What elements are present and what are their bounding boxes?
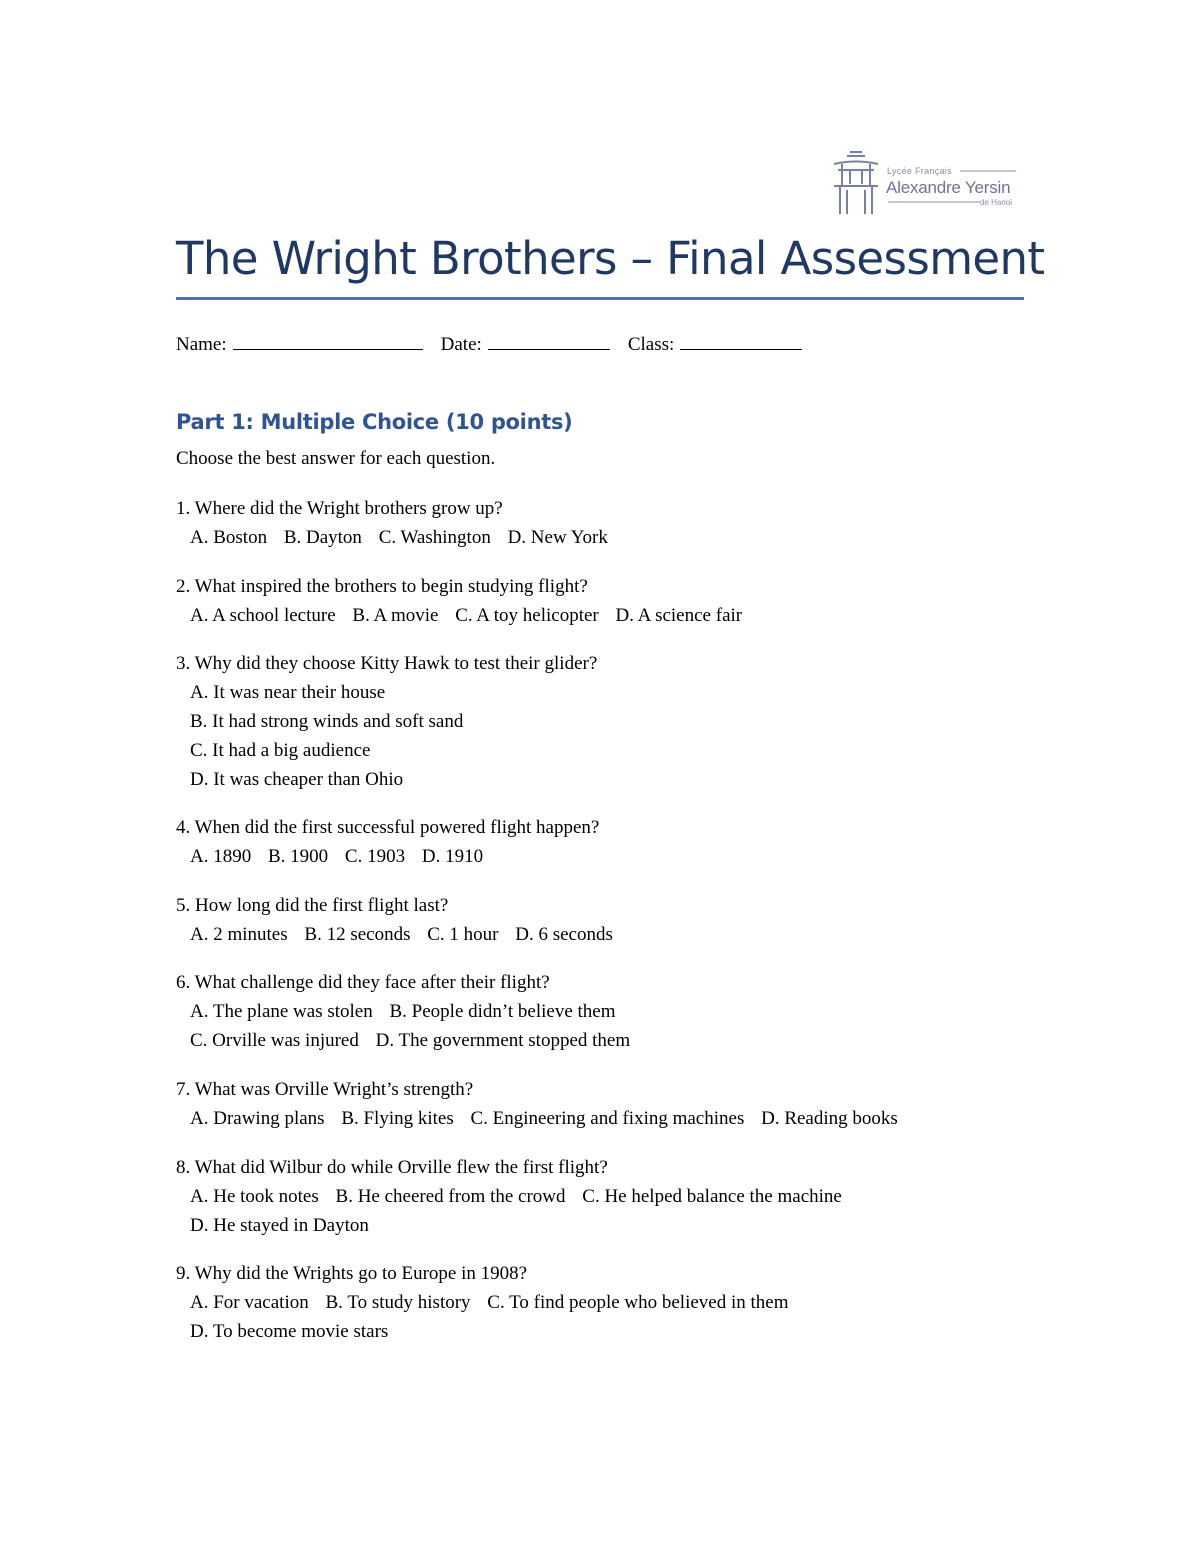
options — [176, 1104, 1026, 1133]
name-field — [176, 333, 423, 357]
question-text: 9. Why did the Wrights go to Europe in 1908? — [176, 1263, 528, 1284]
options — [176, 842, 1026, 871]
option-d: D. 6 seconds — [515, 924, 613, 945]
question-3 — [176, 649, 1026, 794]
class-field — [628, 333, 802, 357]
option-b: B. 12 seconds — [304, 924, 411, 945]
option-b: B. It had strong winds and soft sand — [190, 711, 464, 732]
option-a: A. Boston — [190, 527, 268, 548]
title-underline — [176, 297, 1024, 300]
option-c: C. To find people who believed in them — [487, 1292, 789, 1313]
option-d: D. It was cheaper than Ohio — [190, 769, 404, 790]
question-text: 6. What challenge did they face after their flight? — [176, 972, 550, 993]
date-blank[interactable] — [488, 335, 610, 350]
option-c: C. Washington — [378, 527, 491, 548]
option-a: A. The plane was stolen — [190, 1001, 373, 1022]
option-c: C. He helped balance the machine — [582, 1186, 842, 1207]
option-a: A. 1890 — [190, 846, 252, 867]
section-heading: Part 1: Multiple Choice (10 points) — [176, 410, 573, 434]
name-label: Name: — [176, 334, 227, 355]
name-blank[interactable] — [233, 335, 423, 350]
date-label: Date: — [440, 334, 482, 355]
pagoda-gate-icon — [828, 150, 884, 218]
options-row-2 — [176, 1211, 1026, 1240]
option-a: A. It was near their house — [190, 682, 386, 703]
question-text: 8. What did Wilbur do while Orville flew the first flight? — [176, 1157, 608, 1178]
option-c: C. 1903 — [344, 846, 406, 867]
date-field — [441, 333, 610, 357]
options-row-1 — [176, 997, 1026, 1026]
question-text: 7. What was Orville Wright’s strength? — [176, 1079, 474, 1100]
option-d: D. A science fair — [615, 605, 743, 626]
question-1 — [176, 494, 1026, 552]
option-d: D. He stayed in Dayton — [190, 1215, 369, 1236]
option-b: B. 1900 — [267, 846, 329, 867]
question-7 — [176, 1075, 1026, 1133]
options-row-1 — [176, 1288, 1026, 1317]
class-blank[interactable] — [680, 335, 802, 350]
question-text: 2. What inspired the brothers to begin studying flight? — [176, 576, 588, 597]
options — [176, 601, 1026, 630]
question-text: 4. When did the first successful powered flight happen? — [176, 817, 600, 838]
option-c: C. A toy helicopter — [455, 605, 599, 626]
option-d: D. New York — [507, 527, 608, 548]
option-b: B. A movie — [352, 605, 439, 626]
option-d: D. To become movie stars — [190, 1321, 389, 1342]
question-text: 1. Where did the Wright brothers grow up? — [176, 498, 503, 519]
option-c: C. 1 hour — [427, 924, 499, 945]
option-b: B. To study history — [325, 1292, 471, 1313]
option-d: D. 1910 — [421, 846, 484, 867]
option-d: D. Reading books — [761, 1108, 898, 1129]
question-8 — [176, 1153, 1026, 1240]
option-a: A. Drawing plans — [190, 1108, 325, 1129]
document-title: The Wright Brothers – Final Assessment — [176, 232, 1045, 285]
question-4 — [176, 813, 1026, 871]
option-a: A. A school lecture — [190, 605, 336, 626]
option-b: B. He cheered from the crowd — [335, 1186, 566, 1207]
question-text: 5. How long did the first flight last? — [176, 895, 449, 916]
logo-school-name: Alexandre Yersin — [886, 178, 1011, 197]
logo-city: de Hanoi — [979, 198, 1012, 207]
options — [176, 920, 1026, 949]
question-5 — [176, 891, 1026, 949]
class-label: Class: — [627, 334, 675, 355]
section-instructions: Choose the best answer for each question. — [176, 448, 496, 469]
school-logo — [828, 150, 1018, 218]
question-text: 3. Why did they choose Kitty Hawk to test their glider? — [176, 653, 598, 674]
question-2 — [176, 572, 1026, 630]
option-c: C. It had a big audience — [190, 740, 371, 761]
option-a: A. He took notes — [190, 1186, 319, 1207]
student-info-line — [176, 333, 802, 357]
question-9 — [176, 1259, 1026, 1346]
option-b: B. Flying kites — [341, 1108, 454, 1129]
options-row-2 — [176, 1026, 1026, 1055]
question-6 — [176, 968, 1026, 1055]
logo-subtitle: Lycée Français — [887, 166, 952, 176]
options-row-2 — [176, 1317, 1026, 1346]
option-b: B. People didn’t believe them — [389, 1001, 616, 1022]
option-c: C. Orville was injured — [190, 1030, 359, 1051]
options-row-1 — [176, 1182, 1026, 1211]
option-a: A. 2 minutes — [190, 924, 288, 945]
option-a: A. For vacation — [190, 1292, 309, 1313]
option-c: C. Engineering and fixing machines — [470, 1108, 745, 1129]
option-b: B. Dayton — [283, 527, 362, 548]
options — [176, 523, 1026, 552]
option-d: D. The government stopped them — [375, 1030, 631, 1051]
